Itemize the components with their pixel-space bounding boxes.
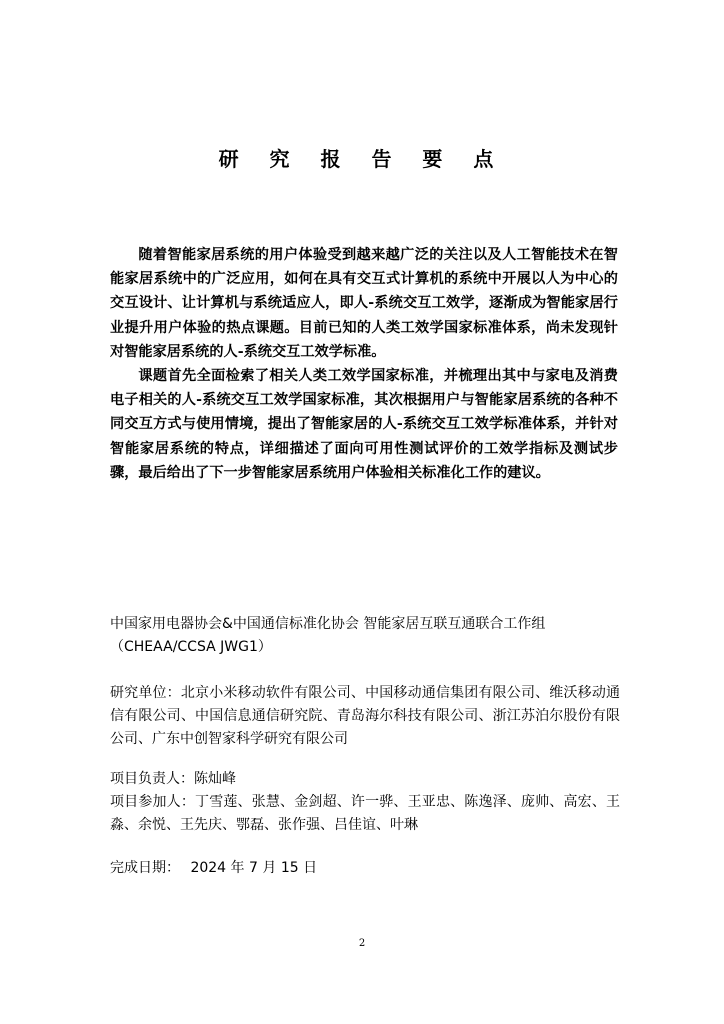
abstract-section [110, 243, 618, 485]
completion-month: 7 [249, 860, 258, 876]
organization-block [110, 613, 620, 659]
completion-day-unit: 日 [303, 860, 318, 876]
completion-year-unit: 年 [230, 860, 245, 876]
completion-year: 2024 [190, 860, 227, 876]
completion-day: 15 [280, 860, 299, 876]
abstract-paragraph-1: 随着智能家居系统的用户体验受到越来越广泛的关注以及人工智能技术在智能家居系统中的广泛应用，如何在具有交互式计算机的系统中开展以人为中心的交互设计、让计算机与系统适应人，即人-系统交互工效学，逐渐成为智能家居行业提升用户体验的热点课题。目前已知的人类工效学国家标准体系，尚未发现针对智能家居系统的人-系统交互工效学标准。 [110, 247, 618, 360]
project-lead: 项目负责人：陈灿峰 [110, 771, 236, 787]
page-title: 研 究 报 告 要 点 [218, 147, 506, 171]
organization-abbreviation: （CHEAA/CCSA JWG1） [110, 639, 272, 655]
completion-date [110, 857, 620, 880]
research-units: 研究单位：北京小米移动软件有限公司、中国移动通信集团有限公司、维沃移动通信有限公司、中国信息通信研究院、青岛海尔科技有限公司、浙江苏泊尔股份有限公司、广东中创智家科学研究有限公司 [110, 685, 620, 747]
completion-date-label: 完成日期： [110, 860, 180, 876]
abstract-paragraph-2: 课题首先全面检索了相关人类工效学国家标准，并梳理出其中与家电及消费电子相关的人-系统交互工效学国家标准，其次根据用户与智能家居系统的各种不同交互方式与使用情境，提出了智能家居的人-系统交互工效学标准体系，并针对智能家居系统的特点，详细描述了面向可用性测试评价的工效学指标及测试步骤，最后给出了下一步智能家居系统用户体验相关标准化工作的建议。 [110, 368, 618, 481]
page-number: 2 [358, 938, 366, 949]
organization-name: 中国家用电器协会&中国通信标准化协会 智能家居互联互通联合工作组 [110, 616, 546, 632]
research-units-block [110, 682, 620, 751]
completion-month-unit: 月 [262, 860, 277, 876]
project-participants: 项目参加人：丁雪莲、张慧、金剑超、许一骅、王亚忠、陈逸泽、庞帅、高宏、王淼、余悦、王先庆、鄂磊、张作强、吕佳谊、叶琳 [110, 794, 620, 833]
project-people-block [110, 768, 620, 837]
